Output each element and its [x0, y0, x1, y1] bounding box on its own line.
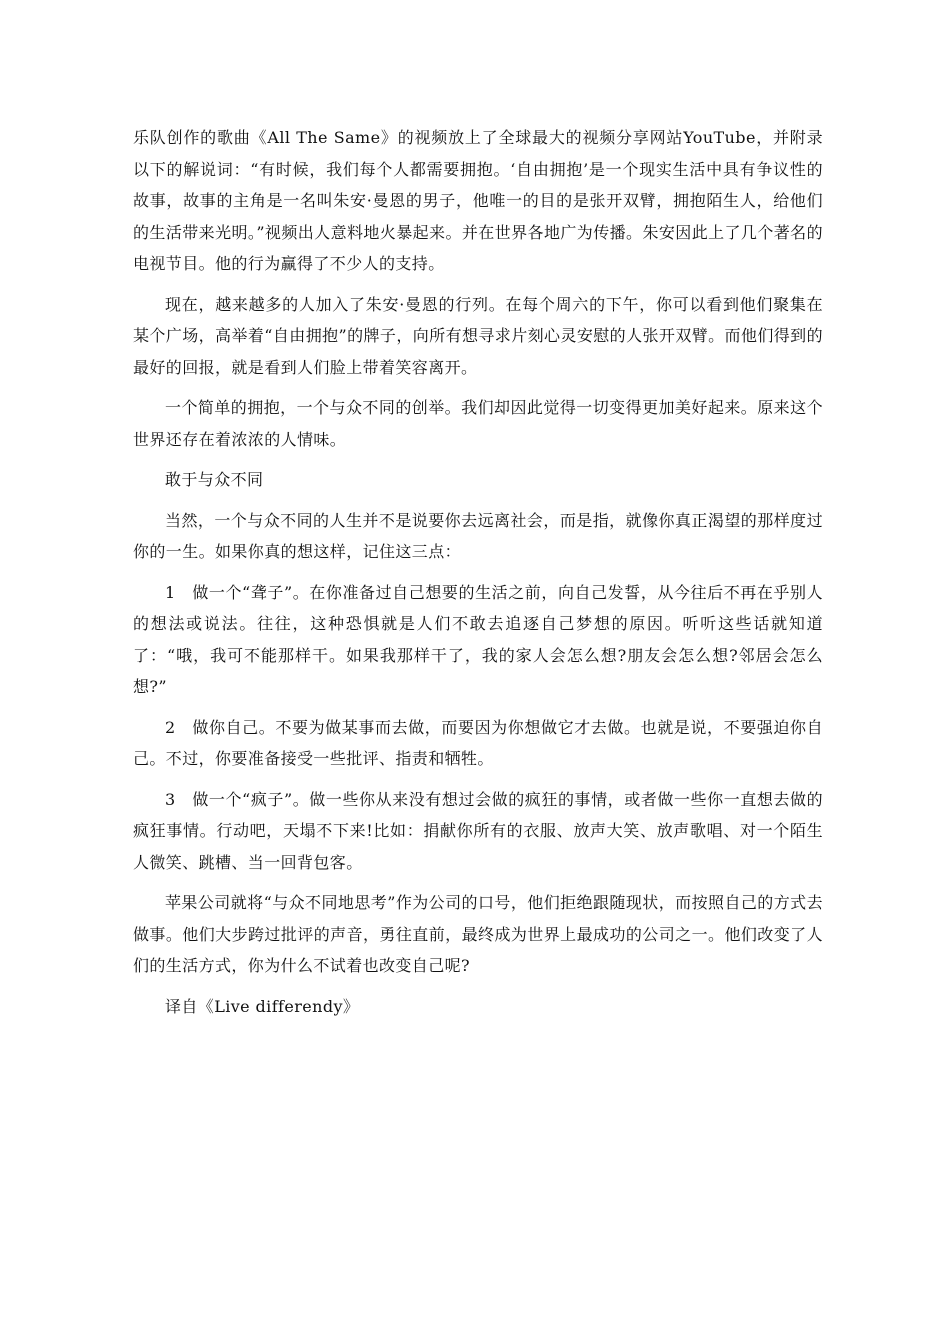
paragraph-apple: 苹果公司就将“与众不同地思考”作为公司的口号，他们拒绝跟随现状，而按照自己的方式去做事。他们大步跨过批评的声音，勇往直前，最终成为世界上最成功的公司之一。他们改变了人们的生活方式，你为什么不试着也改变自己呢?	[133, 893, 823, 975]
list-item-1: 1 做一个“聋子”。在你准备过自己想要的生活之前，向自己发誓，从今往后不再在乎别人的想法或说法。往往，这种恐惧就是人们不敢去追逐自己梦想的原因。听听这些话就知道了：“哦，我可不能那样干。如果我那样干了，我的家人会怎么想?朋友会怎么想?邻居会怎么想?”	[133, 582, 823, 696]
paragraph-free-hugs-movement: 现在，越来越多的人加入了朱安·曼恩的行列。在每个周六的下午，你可以看到他们聚集在某个广场，高举着“自由拥抱”的牌子，向所有想寻求片刻心灵安慰的人张开双臂。而他们得到的最好的回报，就是看到人们脸上带着笑容离开。	[133, 294, 823, 377]
list-item-2: 2 做你自己。不要为做某事而去做，而要因为你想做它才去做。也就是说，不要强迫你自己。不过，你要准备接受一些批评、指责和牺牲。	[133, 717, 823, 768]
source-note: 译自《Live differendy》	[165, 996, 360, 1016]
paragraph-simple-hug: 一个简单的拥抱，一个与众不同的创举。我们却因此觉得一切变得更加美好起来。原来这个世界还存在着浓浓的人情味。	[133, 398, 823, 449]
section-heading: 敢于与众不同	[165, 470, 264, 489]
paragraph-three-points-intro: 当然，一个与众不同的人生并不是说要你去远离社会，而是指，就像你真正渴望的那样度过你的一生。如果你真的想这样，记住这三点：	[133, 510, 823, 561]
list-item-3: 3 做一个“疯子”。做一些你从来没有想过会做的疯狂的事情，或者做一些你一直想去做的疯狂事情。行动吧，天塌不下来!比如：捐献你所有的衣服、放声大笑、放声歌唱、对一个陌生人微笑、跳槽、当一回背包客。	[133, 789, 823, 872]
paragraph-intro: 乐队创作的歌曲《All The Same》的视频放上了全球最大的视频分享网站YouTube，并附录以下的解说词：“有时候，我们每个人都需要拥抱。‘自由拥抱’是一个现实生活中具有争议性的故事，故事的主角是一名叫朱安·曼恩的男子，他唯一的目的是张开双臂，拥抱陌生人，给他们的生活带来光明。”视频出人意料地火暴起来。并在世界各地广为传播。朱安因此上了几个著名的电视节目。他的行为赢得了不少人的支持。	[133, 128, 823, 273]
article-body	[133, 122, 823, 1031]
